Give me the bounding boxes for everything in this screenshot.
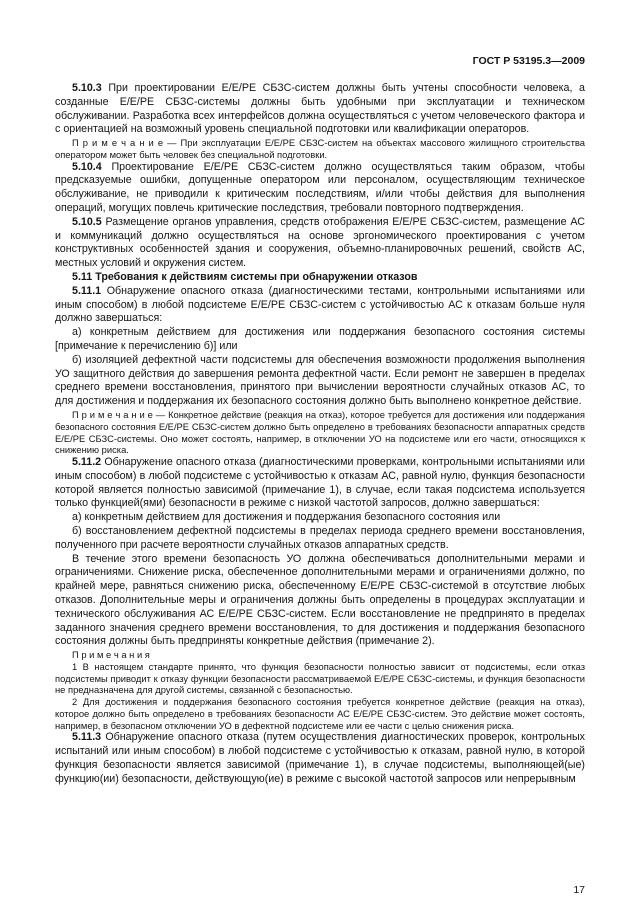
notes-heading: П р и м е ч а н и я (72, 649, 150, 661)
paragraph-5-11-2 (55, 456, 585, 511)
paragraph-5-10-3 (55, 82, 585, 137)
paragraph-5-10-4 (55, 161, 585, 216)
document-footer (55, 884, 585, 896)
paragraph-5-11-2-continuation: В течение этого времени безопасность УО должна обеспечиваться дополнительными мерами и ограничениями. Снижение риска, обеспеченное дополнительными мерами и ограничениями должно, по крайней мере, равняться снижению риска, обеспеченному Е/Е/РЕ СБЗС-системой в отсутствие любых отказов. Дополнительные меры и ограничения должны быть определены в процедурах эксплуатации и технического обслуживания АС Е/Е/РЕ СБЗС-систем. Если восстановление не предпринято в пределах заданного значения среднего времени восстановления, то для достижения и поддержания безопасного состояния должны быть предприняты конкретные действия (примечание 2). (55, 552, 585, 648)
note-5-11-1: П р и м е ч а н и е — Конкретное действие (реакция на отказ), которое требуется для достижения или поддержания безопасного состояния Е/Е/РЕ СБЗС-систем должно быть определено в требованиях безопасности аппаратных средств Е/Е/РЕ СБЗС-системы. Оно может состоять, например, в отключении УО на подсистеме или его части, относящихся к снижению риска. (55, 409, 585, 456)
note-1: 1 В настоящем стандарте принято, что функция безопасности полностью зависит от подсистемы, если отказ подсистемы приводит к отказу функции безопасности рассматриваемой Е/Е/РЕ СБЗС-системы, и функция безопасности не предназначена для другой системы, связанной с безопасностью. (55, 660, 585, 696)
clause-number: 5.11.2 (72, 456, 102, 469)
list-item-b-5-11-1: б) изоляцией дефектной части подсистемы для обеспечения возможности продолжения выполнения УО защитного действия до завершения ремонта дефектной части. Если ремонт не завершен в пределах среднего времени восстановления, принятого при вычислении вероятности случайных отказов АС, то для достижения и поддержания их безопасного состояния должно быть выполнено конкретное действие. (55, 353, 585, 408)
clause-number: 5.10.5 (72, 215, 102, 228)
heading-text: Требования к действиям системы при обнаружении отказов (95, 271, 418, 284)
clause-number: 5.11.3 (72, 731, 102, 744)
paragraph-5-11-3 (55, 731, 585, 786)
section-heading-5-11 (55, 271, 585, 285)
paragraph-text: Обнаружение опасного отказа (диагностическими тестами, контрольными испытаниями или иным способом) в любой подсистеме Е/Е/РЕ СБЗС-систем с устойчивостью АС к отказам больше нуля должно завершаться: (55, 284, 585, 325)
list-item-b-5-11-2: б) восстановлением дефектной подсистемы в пределах периода среднего времени восстановления, полученного при расчете вероятности случайных отказов аппаратных средств. (55, 525, 585, 551)
paragraph-5-11-1 (55, 285, 585, 326)
note-5-10-3: П р и м е ч а н и е — При эксплуатации Е/Е/РЕ СБЗС-систем на объектах массового жилищного строительства оператором может быть человек без специальной подготовки. (55, 137, 585, 160)
clause-number: 5.11.1 (72, 284, 102, 297)
standard-number: ГОСТ Р 53195.3—2009 (472, 55, 585, 67)
paragraph-text: Проектирование Е/Е/РЕ СБЗС-систем должно осуществляться таким образом, чтобы предсказуемые ошибки, допущенные оператором или персоналом, осуществляющим техническое обслуживание, не приводили к критическим последствиям, и/или чтобы действия для выполнения операций, могущих повлечь критические последствия, требовали повторного подтверждения. (55, 160, 585, 215)
clause-number: 5.11 (72, 271, 93, 284)
paragraph-text: Обнаружение опасного отказа (диагностическими проверками, контрольными испытаниями или иным способом) в любой подсистеме с устойчивостью к отказам АС, равной нулю, функция безопасности которой является полностью зависимой (примечание 1), в случае, если такая подсистема используется только функцией(ями) безопасности в режиме с низкой частотой запросов, должно завершаться: (55, 456, 585, 510)
page-number: 17 (573, 884, 585, 896)
clause-number: 5.10.3 (72, 82, 102, 94)
document-content (55, 82, 585, 787)
document-header (55, 55, 585, 67)
paragraph-text: Размещение органов управления, средств отображения Е/Е/РЕ СБЗС-систем, размещение АС и коммуникаций должно осуществляться на основе эргономического проектирования с учетом конструктивных особенностей здания и сооружения, объемно-планировочных решений, свойств АС, местных условий и окружения систем. (55, 215, 585, 270)
clause-number: 5.10.4 (72, 160, 102, 173)
note-2: 2 Для достижения и поддержания безопасного состояния требуется конкретное действие (реакция на отказ), которое должно быть определено в требованиях безопасности АС Е/Е/РЕ СБЗС-систем. Это действие может состоять, например, в безопасном отключении УО в дефектной подсистеме или ее части с целью снижения риска. (55, 696, 585, 731)
list-item-a-5-11-1: а) конкретным действием для достижения или поддержания безопасного состояния системы [примечание к перечислению б)] или (55, 326, 585, 353)
paragraph-text: При проектировании Е/Е/РЕ СБЗС-систем должны быть учтены способности человека, а созданные Е/Е/РЕ СБЗС-системы должны быть удобными при эксплуатации и техническом обслуживании. Разработка всех интерфейсов должна осуществляться с учетом человеческого фактора и с ориентацией на возможный уровень специальной подготовки или квалификации операторов. (55, 82, 585, 136)
paragraph-text: Обнаружение опасного отказа (путем осуществления диагностических проверок, контрольных испытаний или иным способом) в любой подсистеме с устойчивостью к отказам, равной нулю, в которой функция безопасности является зависимой (примечание 1), в случае подсистемы, выполняющей(ые) функцию(ии) безопасности, действующую(ие) в режиме с высокой частотой запросов или непрерывным (55, 731, 585, 785)
paragraph-5-10-5 (55, 216, 585, 271)
list-item-a-5-11-2: а) конкретным действием для достижения и поддержания безопасного состояния или (72, 511, 501, 524)
